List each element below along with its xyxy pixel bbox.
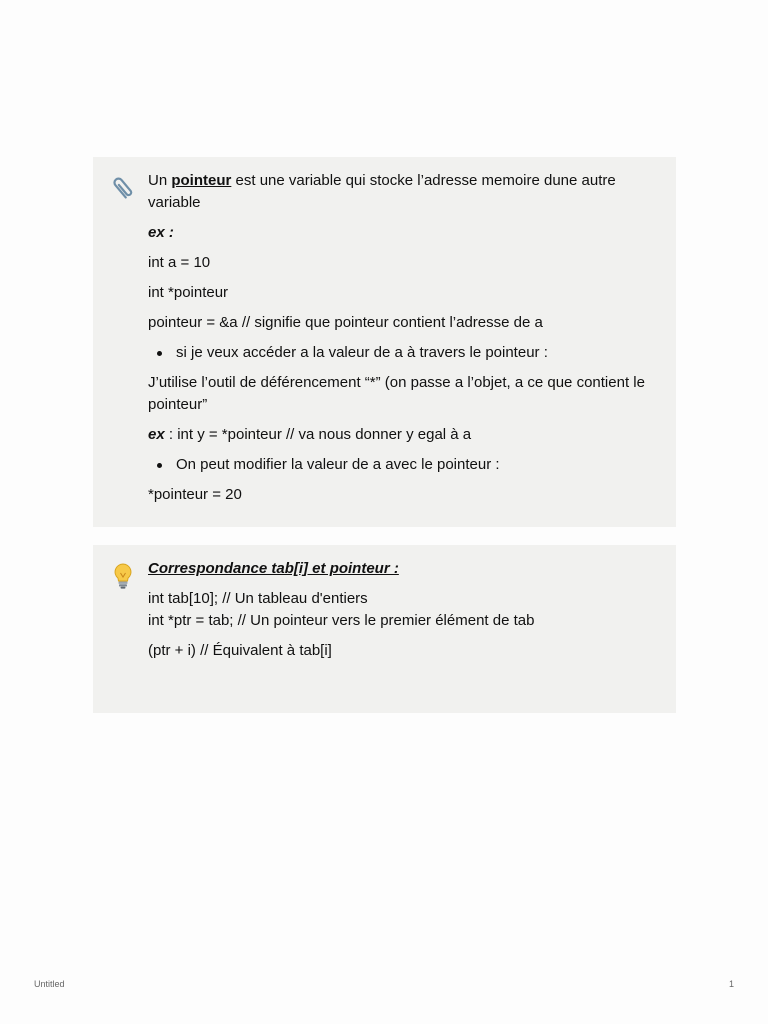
code-int-tab: int tab[10]; // Un tableau d'entiers <box>148 590 368 607</box>
callout-2-content <box>148 558 662 670</box>
callout-pointer-definition <box>93 157 676 527</box>
code-modify: *pointeur = 20 <box>148 486 242 503</box>
example-label: ex : <box>148 224 174 241</box>
paperclip-icon <box>108 173 138 203</box>
code-equivalent: (ptr + i) // Équivalent à tab[i] <box>148 642 332 659</box>
callout-heading: Correspondance tab[i] et pointeur : <box>148 560 399 577</box>
code-pointer-assign: pointeur = &a // signifie que pointeur contient l’adresse de a <box>148 314 543 331</box>
bullet-dot <box>157 351 162 356</box>
callout-tab-pointer <box>93 545 676 713</box>
example-2 <box>148 424 662 446</box>
bullet-item-modify <box>148 454 662 476</box>
dereference-explanation: J’utilise l’outil de déférencement “*” (on passe a l’objet, a ce que contient le pointeur” <box>148 374 645 413</box>
example-2-code: : int y = *pointeur // va nous donner y egal à a <box>164 426 472 443</box>
code-int-pointeur: int *pointeur <box>148 284 229 301</box>
code-int-ptr: int *ptr = tab; // Un pointeur vers le premier élément de tab <box>148 612 535 629</box>
code-int-a: int a = 10 <box>148 254 211 271</box>
bullet-item-access <box>148 342 662 364</box>
term-pointeur: pointeur <box>171 172 232 189</box>
lightbulb-icon <box>108 561 138 591</box>
callout-1-content <box>148 170 662 514</box>
pointer-intro <box>148 170 662 214</box>
footer-page-number: 1 <box>728 979 734 989</box>
bullet-text: On peut modifier la valeur de a avec le pointeur : <box>176 456 500 473</box>
intro-suffix: est une variable qui stocke l’adresse memoire dune autre variable <box>148 172 616 211</box>
bullet-text: si je veux accéder a la valeur de a à travers le pointeur : <box>176 344 548 361</box>
intro-prefix: Un <box>148 172 172 189</box>
example-2-label: ex <box>148 426 165 443</box>
bullet-dot <box>157 463 162 468</box>
footer-document-title: Untitled <box>34 979 65 989</box>
